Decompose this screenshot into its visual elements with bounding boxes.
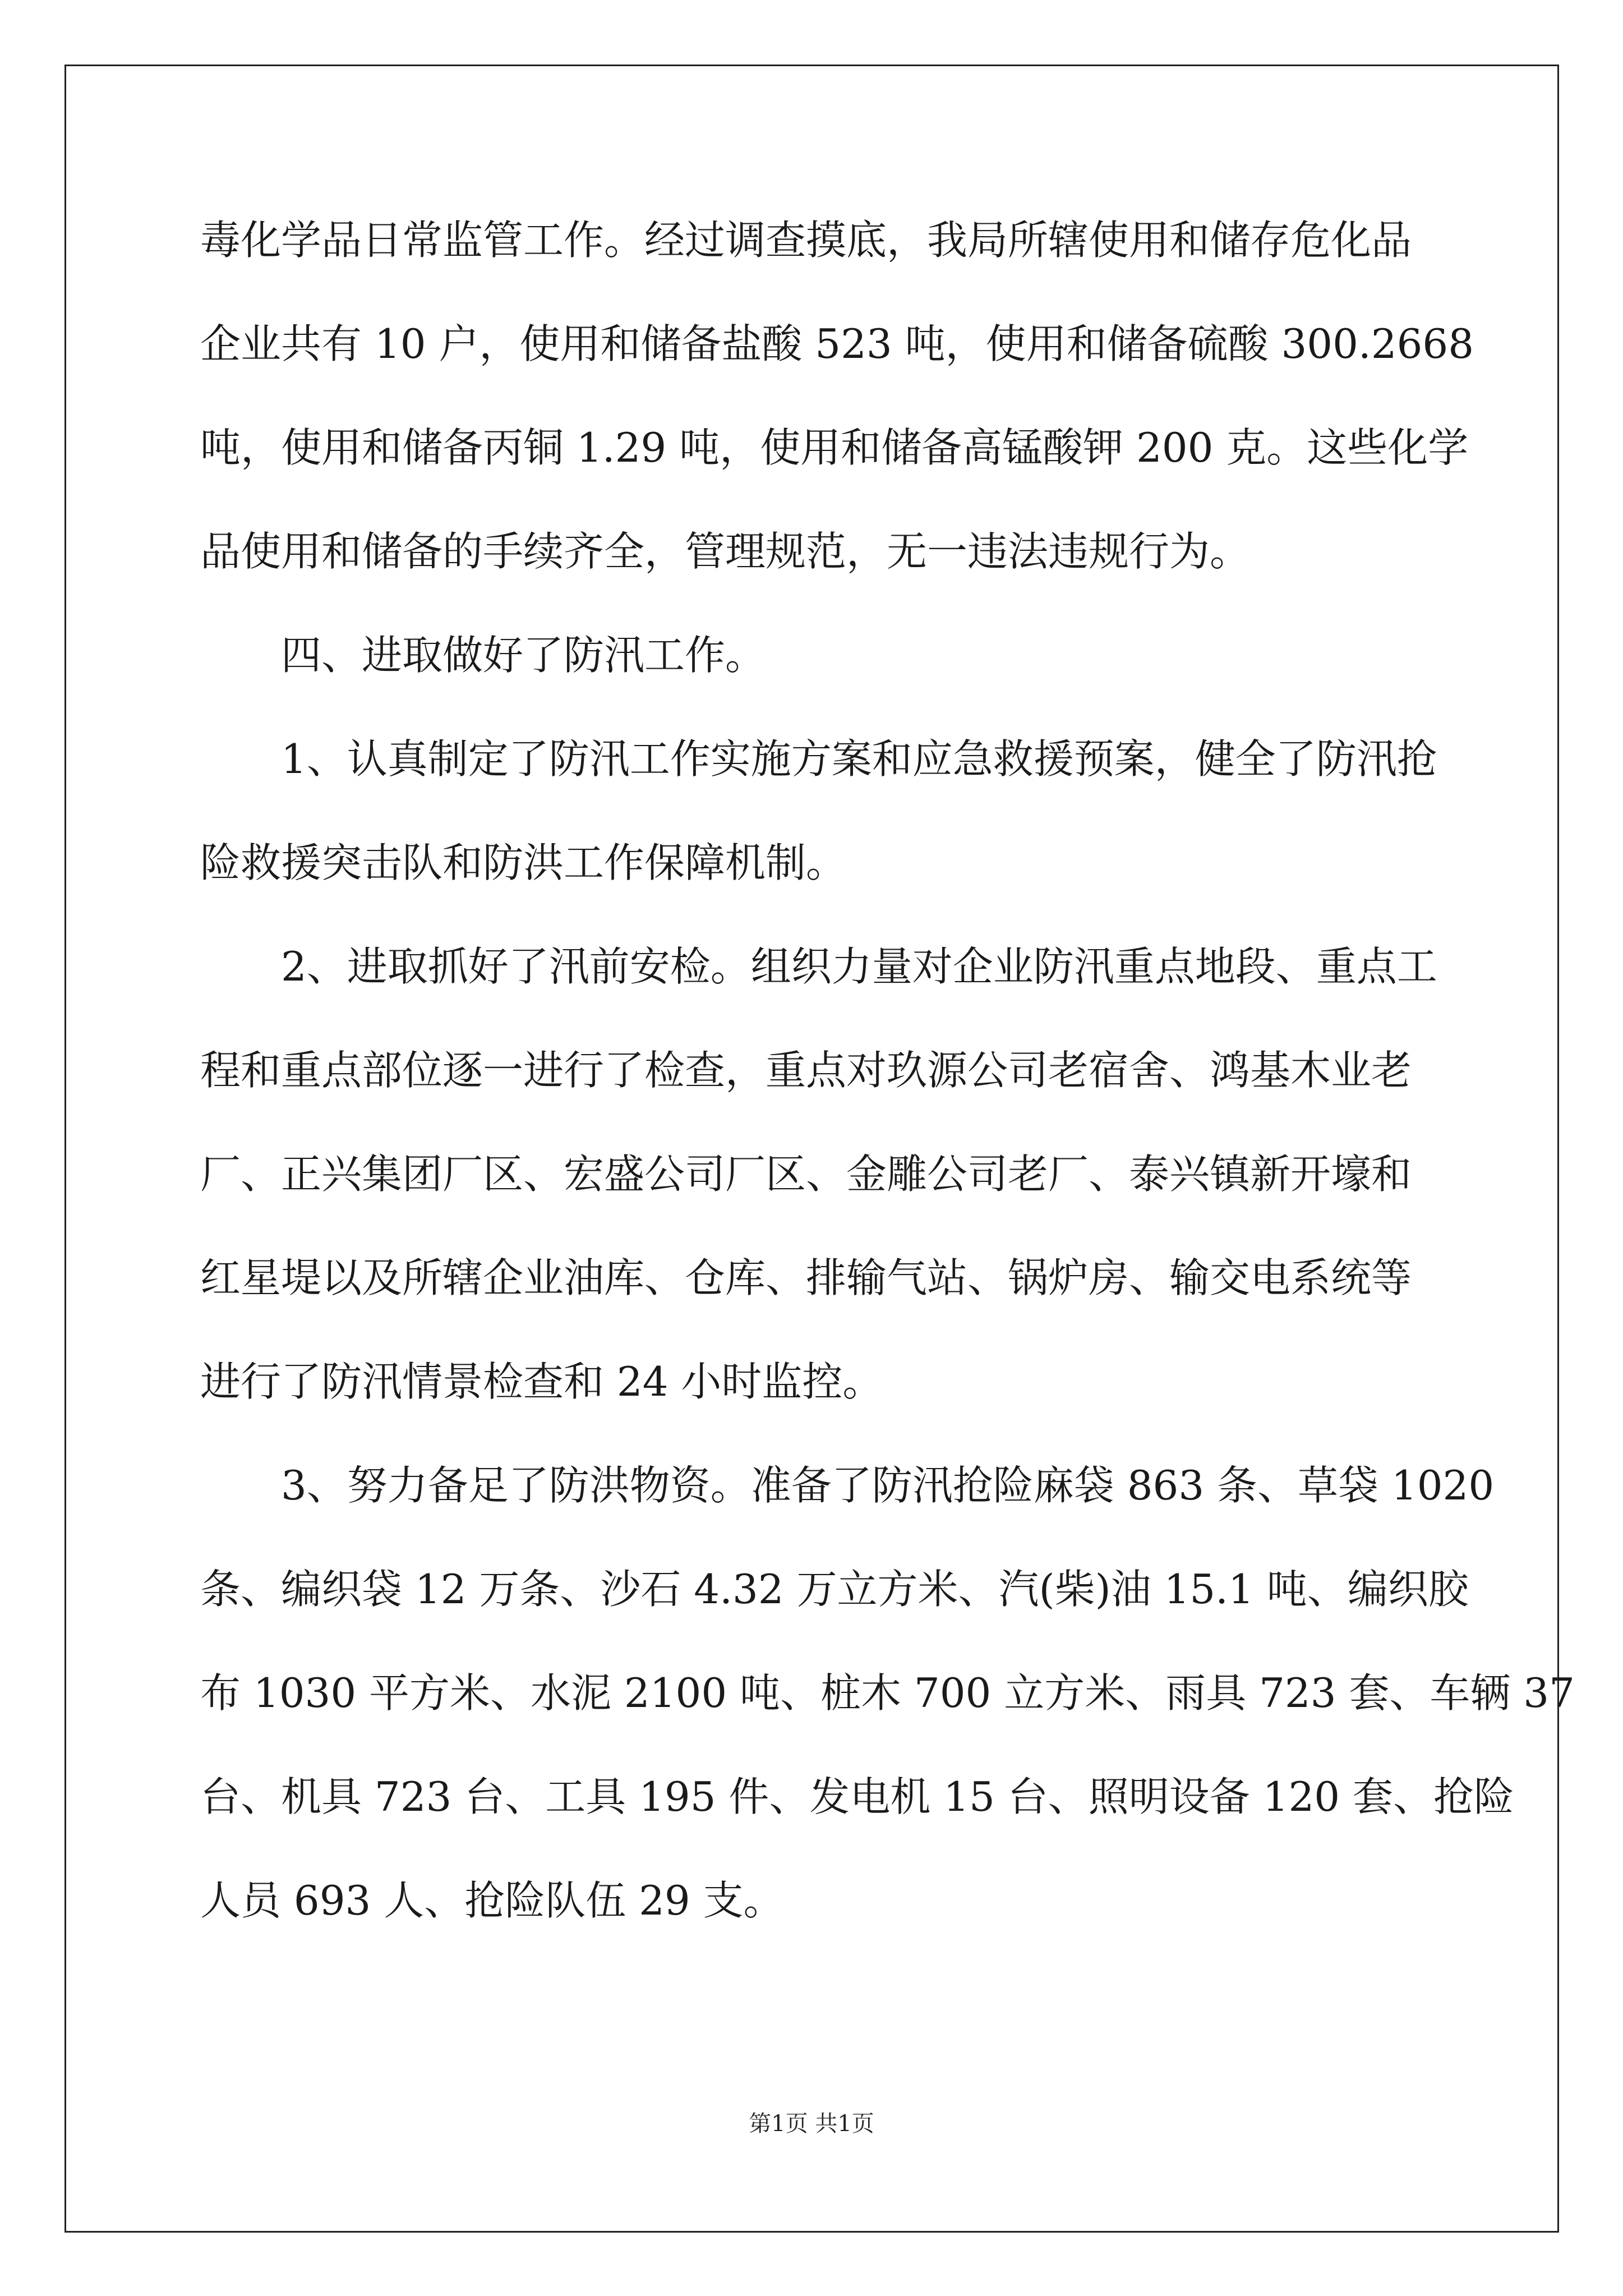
paragraph-line: 红星堤以及所辖企业油库、仓库、排输气站、锅炉房、输交电系统等 <box>200 1254 1412 1301</box>
paragraph-line: 品使用和储备的手续齐全，管理规范，无一违法违规行为。 <box>200 528 1251 575</box>
paragraph-line: 险救援突击队和防洪工作保障机制。 <box>200 839 847 886</box>
paragraph-line: 程和重点部位逐一进行了检查，重点对玖源公司老宿舍、鸿基木业老 <box>200 1047 1412 1094</box>
paragraph-line: 企业共有 10 户，使用和储备盐酸 523 吨，使用和储备硫酸 300.2668 <box>200 320 1474 367</box>
paragraph-line: 厂、正兴集团厂区、宏盛公司厂区、金雕公司老厂、泰兴镇新开壕和 <box>200 1151 1412 1198</box>
paragraph-line: 条、编织袋 12 万条、沙石 4.32 万立方米、汽(柴)油 15.1 吨、编织胶 <box>200 1566 1469 1613</box>
paragraph-line: 吨，使用和储备丙铜 1.29 吨，使用和储备高锰酸钾 200 克。这些化学 <box>200 424 1469 471</box>
paragraph-line: 人员 693 人、抢险队伍 29 支。 <box>200 1877 784 1924</box>
paragraph-line: 2、进取抓好了汛前安检。组织力量对企业防汛重点地段、重点工 <box>281 943 1437 990</box>
page-number: 第1页 共1页 <box>749 2111 874 2137</box>
paragraph-line: 3、努力备足了防洪物资。准备了防汛抢险麻袋 863 条、草袋 1020 <box>281 1462 1495 1509</box>
paragraph-line: 布 1030 平方米、水泥 2100 吨、桩木 700 立方米、雨具 723 套、车辆 37 <box>200 1669 1575 1717</box>
paragraph-line: 台、机具 723 台、工具 195 件、发电机 15 台、照明设备 120 套、抢险 <box>200 1773 1514 1820</box>
section-heading: 四、进取做好了防汛工作。 <box>281 632 766 679</box>
paragraph-line: 毒化学品日常监管工作。经过调查摸底，我局所辖使用和储存危化品 <box>200 217 1412 264</box>
paragraph-line: 1、认真制定了防汛工作实施方案和应急救援预案，健全了防汛抢 <box>281 735 1437 783</box>
paragraph-line: 进行了防汛情景检查和 24 小时监控。 <box>200 1358 883 1405</box>
